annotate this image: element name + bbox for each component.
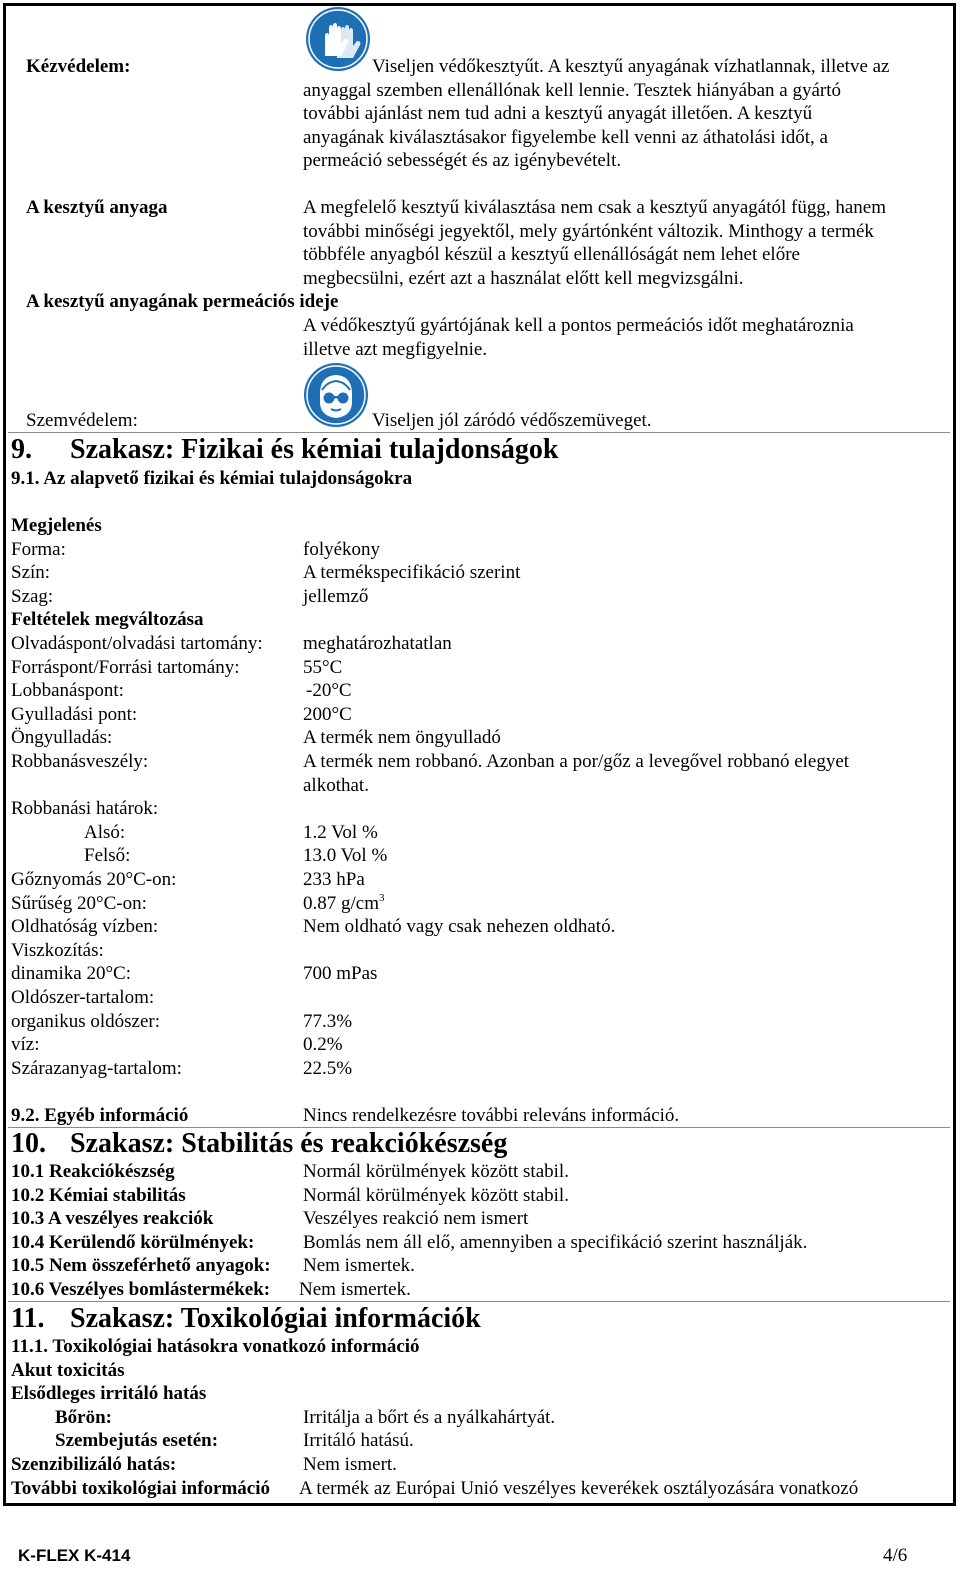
skin-label: Bőrön: bbox=[55, 1406, 112, 1428]
dynamic-viscosity-label: dinamika 20°C: bbox=[11, 963, 132, 985]
dynamic-viscosity-value: 700 mPas bbox=[303, 963, 378, 985]
lower-limit-value: 1.2 Vol % bbox=[303, 821, 378, 843]
footer-page-number: 4/6 bbox=[883, 1545, 908, 1566]
gloves-icon bbox=[303, 6, 373, 72]
permeation-line: illetve azt megfigyelnie. bbox=[303, 338, 488, 360]
further-tox-info-value: A termék az Európai Unió veszélyes keverékek osztályozására vonatkozó bbox=[299, 1477, 859, 1499]
goggles-icon bbox=[303, 362, 369, 428]
reactivity-value: Normál körülmények között stabil. bbox=[303, 1161, 569, 1182]
boiling-label: Forráspont/Forrási tartomány: bbox=[11, 656, 240, 678]
decomposition-products-label: 10.6 Veszélyes bomlástermékek: bbox=[11, 1279, 271, 1300]
incompatible-materials-value: Nem ismertek. bbox=[303, 1255, 415, 1277]
glove-material-line: további minőségi jegyektől, mely gyártónként változik. Minthogy a termék bbox=[303, 220, 874, 242]
glove-text-line: permeáció sebességét és az igénybevételt. bbox=[303, 150, 622, 172]
eye-contact-label: Szembejutás esetén: bbox=[55, 1430, 219, 1452]
conditions-to-avoid-value: Bomlás nem áll elő, amennyiben a specifikáció szerint használják. bbox=[303, 1231, 808, 1253]
glove-text-first-line: Viseljen védőkesztyűt. A kesztyű anyagának vízhatlannak, illetve az bbox=[372, 56, 890, 77]
glove-material-line: többféle anyagból készül a kesztyű ellenállóságát nem lehet előre bbox=[303, 244, 800, 266]
vapor-pressure-label: Gőznyomás 20°C-on: bbox=[11, 869, 177, 890]
vapor-pressure-value: 233 hPa bbox=[303, 869, 365, 890]
skin-value: Irritálja a bőrt és a nyálkahártyát. bbox=[303, 1406, 556, 1428]
hand-protection-label: Kézvédelem: bbox=[26, 56, 131, 77]
melting-value: meghatározhatatlan bbox=[303, 633, 452, 654]
color-value: A termékspecifikáció szerint bbox=[303, 562, 521, 584]
density-label: Sűrűség 20°C-on: bbox=[11, 892, 147, 914]
density-number: 0.87 g/cm bbox=[303, 892, 379, 914]
section-11-number: 11. bbox=[11, 1303, 45, 1334]
conditions-to-avoid-label: 10.4 Kerülendő körülmények: bbox=[11, 1231, 255, 1253]
permeation-line: A védőkesztyű gyártójának kell a pontos permeációs időt meghatároznia bbox=[303, 315, 854, 336]
section-9-subtitle: 9.1. Az alapvető fizikai és kémiai tulajdonságokra bbox=[11, 468, 413, 489]
sensitization-label: Szenzibilizáló hatás: bbox=[11, 1454, 177, 1475]
odor-value: jellemző bbox=[303, 585, 369, 607]
glove-text-line: anyaggal szemben ellenállónak kell lennie. Tesztek hiányában a gyártó bbox=[303, 79, 842, 101]
ignition-point-value: 200°C bbox=[303, 703, 352, 725]
sensitization-value: Nem ismert. bbox=[303, 1454, 397, 1475]
density-exponent: 3 bbox=[379, 891, 385, 904]
eye-protection-label: Szemvédelem: bbox=[26, 410, 138, 431]
odor-label: Szag: bbox=[11, 585, 54, 607]
eye-contact-value: Irritáló hatású. bbox=[303, 1430, 414, 1452]
solids-content-label: Szárazanyag-tartalom: bbox=[11, 1057, 182, 1079]
section-9-title: Szakasz: Fizikai és kémiai tulajdonságok bbox=[70, 434, 559, 465]
glove-text-line: további ajánlást nem tud adni a kesztyű anyagát illetően. A kesztyű bbox=[303, 103, 813, 125]
glove-material-label: A kesztyű anyaga bbox=[26, 197, 168, 218]
footer-product-name: K-FLEX K-414 bbox=[18, 1546, 131, 1565]
chemical-stability-value: Normál körülmények között stabil. bbox=[303, 1184, 569, 1206]
glove-material-line: A megfelelő kesztyű kiválasztása nem csak a kesztyű anyagától függ, hanem bbox=[303, 197, 886, 218]
solubility-label: Oldhatóság vízben: bbox=[11, 916, 159, 938]
self-ignition-label: Öngyulladás: bbox=[11, 727, 113, 749]
form-value: folyékony bbox=[303, 538, 381, 560]
organic-solvent-label: organikus oldószer: bbox=[11, 1010, 160, 1032]
flash-point-label: Lobbanáspont: bbox=[11, 680, 124, 702]
explosion-limits-label: Robbanási határok: bbox=[11, 798, 159, 820]
solvent-content-label: Oldószer-tartalom: bbox=[11, 987, 155, 1008]
reactivity-label: 10.1 Reakciókészség bbox=[11, 1161, 175, 1182]
section-11-subtitle: 11.1. Toxikológiai hatásokra vonatkozó információ bbox=[11, 1336, 420, 1357]
density-value bbox=[303, 892, 385, 916]
state-change-heading: Feltételek megváltozása bbox=[11, 609, 204, 631]
viscosity-label: Viszkozítás: bbox=[11, 939, 104, 961]
section-divider bbox=[8, 432, 950, 433]
incompatible-materials-label: 10.5 Nem összeférhető anyagok: bbox=[11, 1255, 271, 1277]
color-label: Szín: bbox=[11, 562, 51, 584]
acute-toxicity-heading: Akut toxicitás bbox=[11, 1359, 125, 1381]
hazardous-reactions-label: 10.3 A veszélyes reakciók bbox=[11, 1208, 214, 1230]
chemical-stability-label: 10.2 Kémiai stabilitás bbox=[11, 1184, 186, 1206]
melting-label: Olvadáspont/olvadási tartomány: bbox=[11, 633, 263, 654]
section-9-number: 9. bbox=[11, 434, 32, 465]
appearance-heading: Megjelenés bbox=[11, 515, 102, 536]
solids-content-value: 22.5% bbox=[303, 1057, 353, 1079]
section-10-title: Szakasz: Stabilitás és reakciókészség bbox=[70, 1128, 508, 1159]
section-11-title: Szakasz: Toxikológiai információk bbox=[70, 1303, 481, 1334]
glove-material-line: megbecsülni, ezért azt a használat előtt kell megvizsgálni. bbox=[303, 267, 744, 289]
ignition-point-label: Gyulladási pont: bbox=[11, 703, 138, 725]
explosion-hazard-value: A termék nem robbanó. Azonban a por/gőz a levegővel robbanó elegyet bbox=[303, 751, 850, 772]
lower-limit-label: Alsó: bbox=[84, 821, 126, 843]
primary-irritant-heading: Elsődleges irritáló hatás bbox=[11, 1383, 207, 1405]
section-divider bbox=[8, 1301, 950, 1302]
boiling-value: 55°C bbox=[303, 656, 343, 678]
explosion-hazard-label: Robbanásveszély: bbox=[11, 751, 149, 772]
flash-point-value: -20°C bbox=[306, 680, 352, 702]
decomposition-products-value: Nem ismertek. bbox=[299, 1279, 411, 1300]
permeation-label: A kesztyű anyagának permeációs ideje bbox=[26, 291, 339, 313]
upper-limit-value: 13.0 Vol % bbox=[303, 845, 388, 867]
water-value: 0.2% bbox=[303, 1034, 343, 1056]
solubility-value: Nem oldható vagy csak nehezen oldható. bbox=[303, 916, 616, 938]
form-label: Forma: bbox=[11, 538, 66, 560]
further-tox-info-label: További toxikológiai információ bbox=[11, 1477, 270, 1499]
upper-limit-label: Felső: bbox=[84, 845, 131, 867]
other-info-label: 9.2. Egyéb információ bbox=[11, 1105, 189, 1126]
explosion-hazard-value-cont: alkothat. bbox=[303, 774, 369, 796]
organic-solvent-value: 77.3% bbox=[303, 1010, 353, 1032]
self-ignition-value: A termék nem öngyulladó bbox=[303, 727, 501, 749]
eye-protection-text: Viseljen jól záródó védőszemüveget. bbox=[372, 410, 652, 431]
section-10-number: 10. bbox=[11, 1128, 46, 1159]
glove-text-line: anyagának kiválasztásakor figyelembe kell venni az áthatolási időt, a bbox=[303, 126, 828, 148]
hazardous-reactions-value: Veszélyes reakció nem ismert bbox=[303, 1208, 529, 1230]
water-label: víz: bbox=[11, 1034, 40, 1056]
other-info-value: Nincs rendelkezésre további releváns információ. bbox=[303, 1105, 680, 1126]
